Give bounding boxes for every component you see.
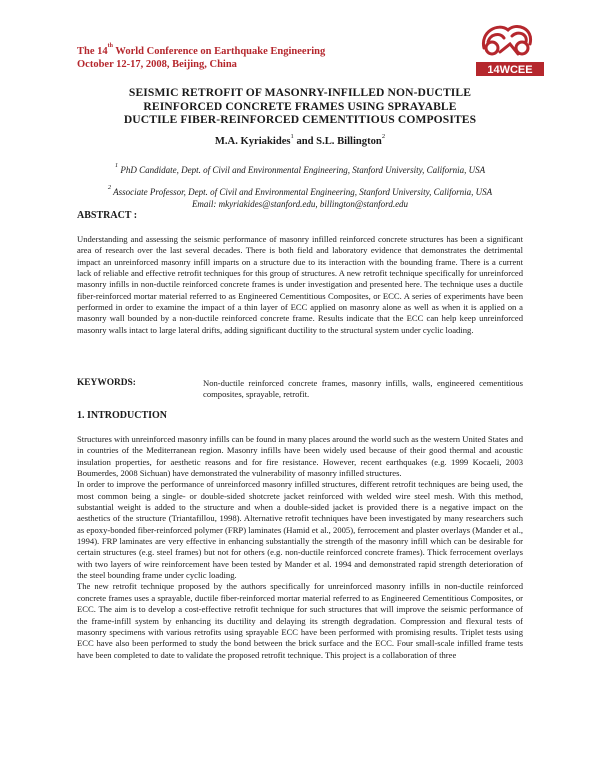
authors: M.A. Kyriakides$^1$ and S.L. Billington$^2$ <box>214 133 386 147</box>
intro-paragraph-2: In order to improve the performance of unreinforced masonry infilled structures, different retrofit techniques are being used, the most common being a single- or double-sided shotcrete jacket reinforced with welded wire steel mesh. With this method, substantial weight is added to the structure and when a double-sided jacket is provided there is a negative impact on the aesthetics of the structure (Triantafillou, 1998). Alternative retrofit techniques have been investigated by many researchers such as epoxy-bonded fiber-reinforced polymer (FRP) laminates (Hamid et al., 2005), ferrocement and plaster overlays (Mander et al., 1994). FRP laminates are very effective in enhancing substantially the strength of the masonry infill which can be desirable for certain structures (e.g. steel frames) but not for others (e.g. non-ductile reinforced concrete frames). Thick ferrocement overlays with two layers of wire reinforcement have been tested by Mander et al. 1994 and demonstrated rapid strength deterioration of the steel bounding frame under cyclic loading. <box>77 479 523 581</box>
intro-paragraph-3: The new retrofit technique proposed by the authors specifically for unreinforced masonry infills in non-ductile reinforced concrete frames uses a sprayable, ductile fiber-reinforced mortar material referred to as Engineered Cementitious Composites, or ECC. The aim is to develop a cost-effective retrofit technique for such structures that will improve the seismic performance of the frame-infill system by enhancing its ductility and delaying its strength degradation. Compression and flexural tests of masonry specimens with various retrofits using sprayable ECC have been performed with promising results. Triplet tests using ECC have also been performed to study the bond between the brick surface and the ECC. Four small-scale infilled frame tests have been completed to date to validate the proposed retrofit technique. This project is a collaboration of three <box>77 581 523 660</box>
conference-logo <box>470 18 550 88</box>
title-line-1: SEISMIC RETROFIT OF MASONRY-INFILLED NON-DUCTILE <box>128 86 472 99</box>
keywords <box>77 378 523 401</box>
author-2: and S.L. Billington <box>293 136 382 147</box>
affiliation-1: $^1$ PhD Candidate, Dept. of Civil and Environmental Engineering, Stanford University, California, USA <box>114 162 486 175</box>
paper-title <box>60 86 540 127</box>
introduction-body <box>77 434 523 661</box>
author-1: M.A. Kyriakides <box>214 136 291 147</box>
conference-dates: October 12-17, 2008, Beijing, China <box>77 59 237 70</box>
keywords-label: KEYWORDS: <box>77 378 136 388</box>
abstract-heading: ABSTRACT : <box>77 210 138 221</box>
affiliations <box>60 160 540 210</box>
keywords-text: Non-ductile reinforced concrete frames, masonry infills, walls, engineered cementitious composites, sprayable, retrofit. <box>203 378 523 400</box>
title-line-3: DUCTILE FIBER-REINFORCED CEMENTITIOUS COMPOSITES <box>123 113 477 126</box>
logo-text: 14WCEE <box>487 64 533 76</box>
abstract-text: Understanding and assessing the seismic performance of masonry infilled reinforced concrete structures has been a significant area of research over the last several decades. There is both field and laboratory evidence that demonstrates the detrimental impact an unreinforced masonry infill imparts on a structure due to its interaction with the bounding frame. There is a current lack of reliable and effective retrofit techniques for this group of structures. A new retrofit technique specifically for unreinforced masonry infills in non-ductile reinforced concrete frames is under investigation and presented here. The technique uses a ductile fiber-reinforced mortar material referred to as Engineered Cementitious Composites, or ECC. A series of experiments have been performed in order to examine the impact of a thin layer of ECC applied on masonry alone as well as when it is applied on a masonry wall bounded by a non-ductile reinforced concrete frame. Results indicate that the ECC can help keep unreinforced masonry walls intact to large lateral drifts, adding significant ductility to the structural system under cyclic loading. <box>77 234 523 335</box>
introduction-heading: 1. INTRODUCTION <box>77 410 168 421</box>
title-line-2: REINFORCED CONCRETE FRAMES USING SPRAYABLE <box>143 99 457 113</box>
intro-paragraph-1: Structures with unreinforced masonry infills can be found in many places around the world such as the western United States and in countries of the Mediterranean region. Masonry infills have been widely used because of their good thermal and acoustic insulation properties, for aesthetic reasons and for fire resistance. However, recent earthquakes (e.g. 1999 Kocaeli, 2003 Boumerdes, 2008 Sichuan) have demonstrated the vulnerability of masonry infilled structures. <box>77 434 523 479</box>
conference-name: The 14th World Conference on Earthquake Engineering <box>77 43 326 57</box>
conference-header <box>77 40 325 71</box>
affiliation-2: $^2$ Associate Professor, Dept. of Civil and Environmental Engineering, Stanford University, California, USA <box>107 184 493 197</box>
author-emails: Email: mkyriakides@stanford.edu, billington@stanford.edu <box>191 199 409 209</box>
